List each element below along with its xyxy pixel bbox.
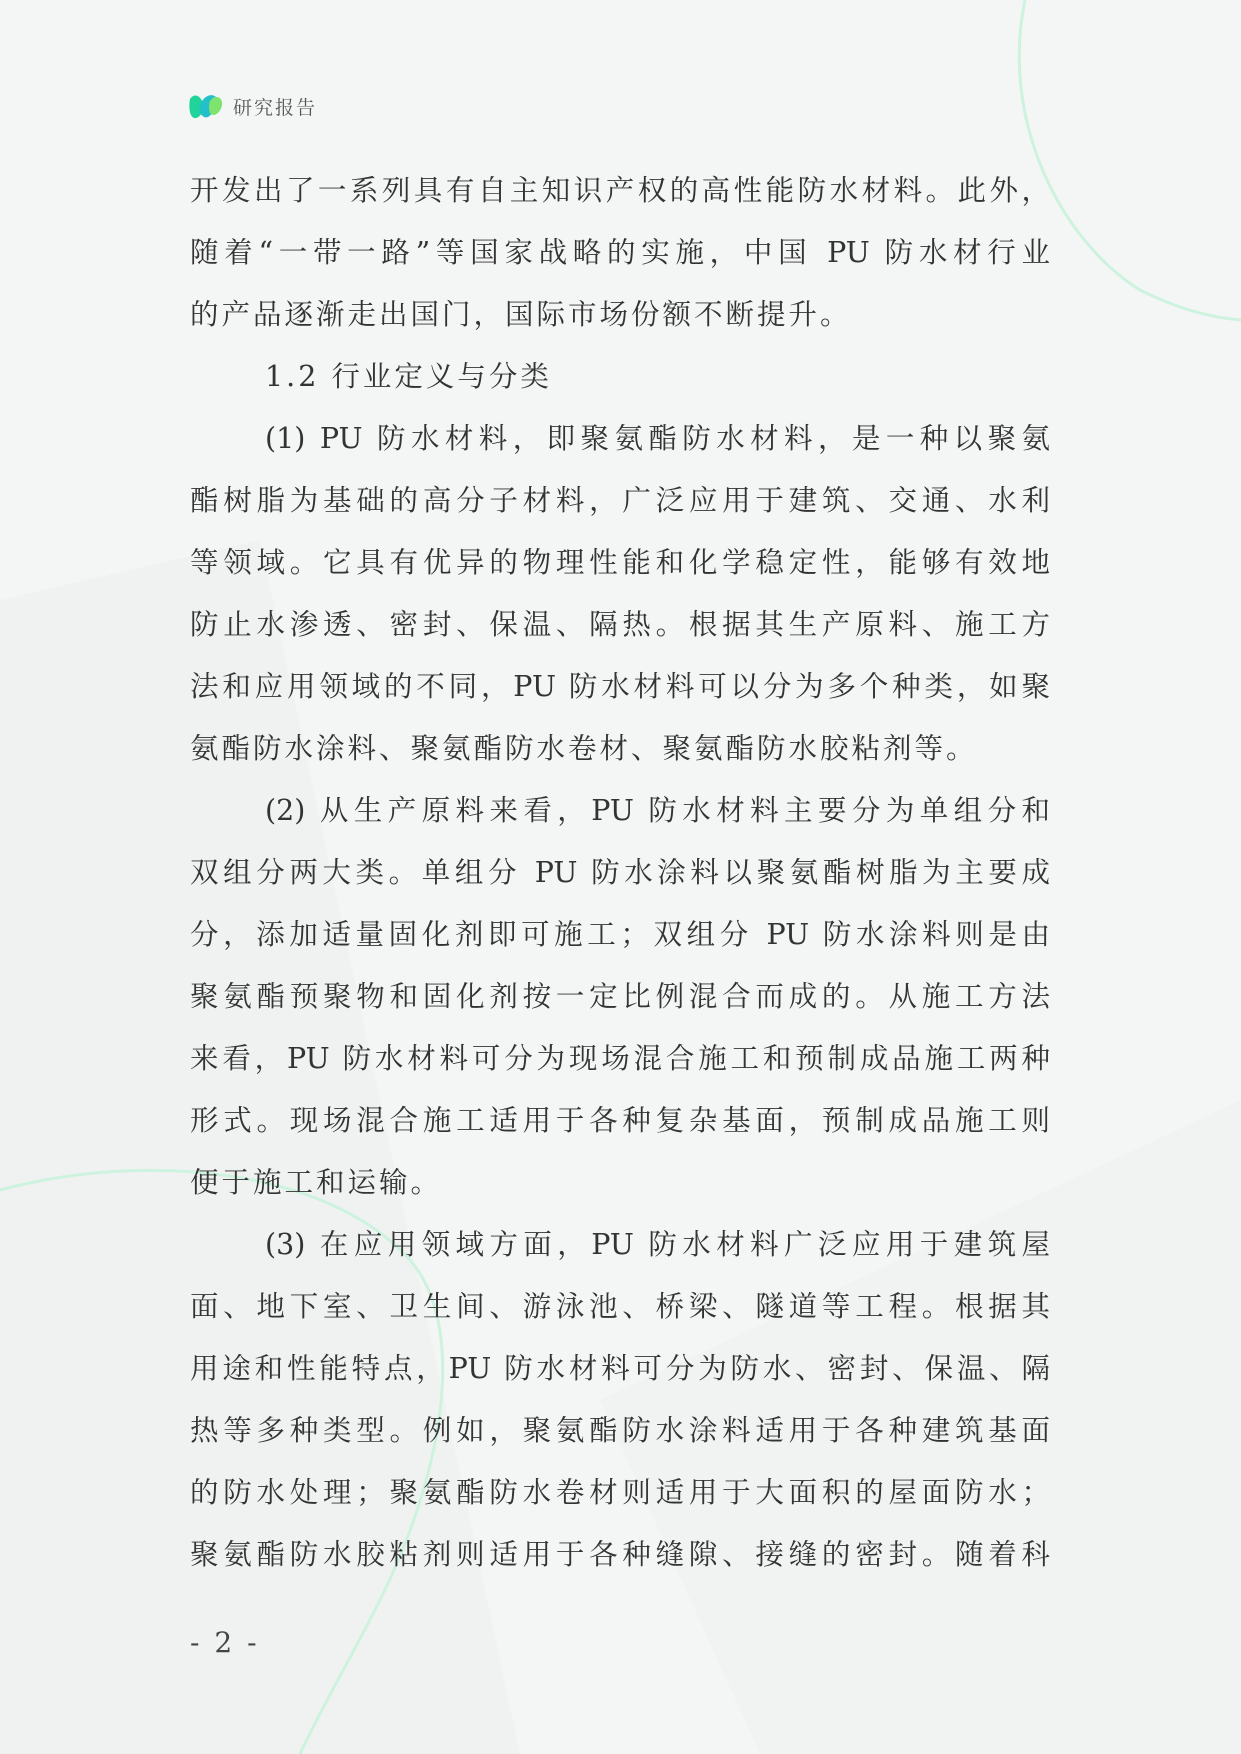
text-line: 用途和性能特点，PU 防水材料可分为防水、密封、保温、隔 (190, 1352, 1050, 1385)
page-number: - 2 - (190, 1626, 260, 1659)
text-line: 聚氨酯预聚物和固化剂按一定比例混合而成的。从施工方法 (190, 980, 1050, 1013)
text-line: 便于施工和运输。 (190, 1166, 443, 1199)
text-line: 的产品逐渐走出国门，国际市场份额不断提升。 (190, 298, 852, 331)
text-line: 聚氨酯防水胶粘剂则适用于各种缝隙、接缝的密封。随着科 (190, 1538, 1050, 1571)
text-line: 等领域。它具有优异的物理性能和化学稳定性，能够有效地 (190, 546, 1050, 579)
section-heading: 1.2 行业定义与分类 (265, 360, 552, 393)
text-line: 法和应用领域的不同，PU 防水材料可以分为多个种类，如聚 (190, 670, 1050, 703)
header-title: 研究报告 (233, 96, 318, 119)
text-line: 双组分两大类。单组分 PU 防水涂料以聚氨酯树脂为主要成 (190, 856, 1050, 889)
text-line: (3) 在应用领域方面，PU 防水材料广泛应用于建筑屋 (265, 1228, 1050, 1261)
brand-logo-icon (188, 91, 224, 121)
text-line: 随着“一带一路”等国家战略的实施，中国 PU 防水材行业 (190, 236, 1050, 269)
text-line: 酯树脂为基础的高分子材料，广泛应用于建筑、交通、水利 (190, 484, 1050, 517)
report-header (188, 88, 317, 124)
text-line: 热等多种类型。例如，聚氨酯防水涂料适用于各种建筑基面 (190, 1414, 1050, 1447)
text-line: (1) PU 防水材料，即聚氨酯防水材料，是一种以聚氨 (265, 422, 1050, 455)
text-line: 氨酯防水涂料、聚氨酯防水卷材、聚氨酯防水胶粘剂等。 (190, 732, 978, 765)
text-line: 防止水渗透、密封、保温、隔热。根据其生产原料、施工方 (190, 608, 1050, 641)
text-line: 分，添加适量固化剂即可施工；双组分 PU 防水涂料则是由 (190, 918, 1050, 951)
text-line: 来看，PU 防水材料可分为现场混合施工和预制成品施工两种 (190, 1042, 1050, 1075)
document-body (190, 160, 1050, 1586)
text-line: 开发出了一系列具有自主知识产权的高性能防水材料。此外， (190, 174, 1050, 207)
text-line: (2) 从生产原料来看，PU 防水材料主要分为单组分和 (265, 794, 1050, 827)
text-line: 形式。现场混合施工适用于各种复杂基面，预制成品施工则 (190, 1104, 1050, 1137)
text-line: 面、地下室、卫生间、游泳池、桥梁、隧道等工程。根据其 (190, 1290, 1050, 1323)
text-line: 的防水处理；聚氨酯防水卷材则适用于大面积的屋面防水； (190, 1476, 1050, 1509)
